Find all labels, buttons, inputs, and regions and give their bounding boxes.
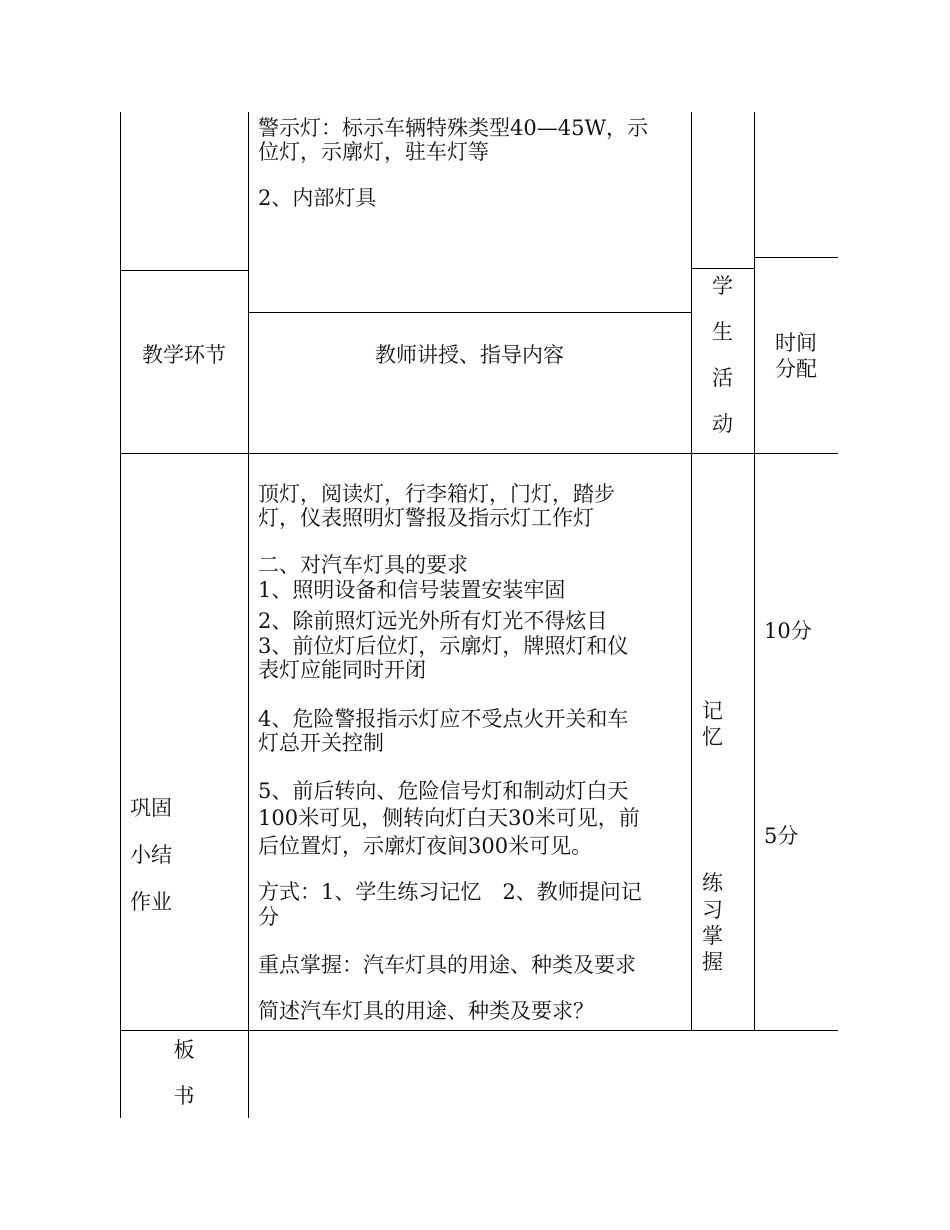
grid-line-v3 xyxy=(691,112,692,1031)
header-student-activity-char-3: 活 xyxy=(712,366,733,390)
content-line: 灯，仪表照明灯警报及指示灯工作灯 xyxy=(258,506,594,530)
content-line: 方式：1、学生练习记忆 2、教师提问记 xyxy=(258,880,642,904)
grid-line-h-col2-header-top xyxy=(248,312,692,313)
content-line: 分 xyxy=(258,905,279,929)
header-teacher-content: 教师讲授、指导内容 xyxy=(375,343,564,367)
grid-line-h-main-bottom xyxy=(120,1030,838,1031)
time-allocation-1: 10分 xyxy=(764,619,812,643)
grid-line-h-col4-header-top xyxy=(754,257,838,258)
content-line: 4、危险警报指示灯应不受点火开关和车 xyxy=(258,707,629,731)
header-teaching-stage: 教学环节 xyxy=(142,343,226,367)
content-line: 后位置灯，示廓灯夜间300米可见。 xyxy=(258,834,593,858)
student-activity-practice-char-1: 练 xyxy=(702,871,723,895)
content-line: 二、对汽车灯具的要求 xyxy=(258,553,468,577)
content-line: 顶灯，阅读灯，行李箱灯，门灯，踏步 xyxy=(258,482,615,506)
top-cell-line-3: 2、内部灯具 xyxy=(258,186,377,210)
content-line: 重点掌握：汽车灯具的用途、种类及要求 xyxy=(258,953,636,977)
student-activity-practice-char-2: 习 xyxy=(702,898,723,922)
student-activity-memorize-char-2: 忆 xyxy=(702,725,723,749)
student-activity-practice-char-4: 握 xyxy=(702,950,723,974)
grid-line-h-col1-header-top xyxy=(120,270,249,271)
top-cell-line-1: 警示灯：标示车辆特殊类型40—45W，示 xyxy=(258,116,649,140)
board-label-char-2: 书 xyxy=(173,1084,195,1108)
section-label-homework: 作业 xyxy=(130,890,172,914)
header-student-activity-char-2: 生 xyxy=(712,320,733,344)
content-line: 5、前后转向、危险信号灯和制动灯白天 xyxy=(258,779,629,803)
header-time-allocation-line-1: 时间 xyxy=(775,331,817,355)
time-allocation-2: 5分 xyxy=(764,824,799,848)
header-student-activity-char-1: 学 xyxy=(712,274,733,298)
board-label-char-1: 板 xyxy=(173,1038,195,1062)
header-student-activity-char-4: 动 xyxy=(712,412,733,436)
content-line: 2、除前照灯远光外所有灯光不得炫目 xyxy=(258,609,608,633)
content-line: 灯总开关控制 xyxy=(258,731,384,755)
section-label-summary: 小结 xyxy=(130,843,172,867)
header-time-allocation-line-2: 分配 xyxy=(775,357,817,381)
grid-line-h-col3-header-top xyxy=(691,268,755,269)
grid-line-v2 xyxy=(248,112,249,1118)
content-line: 3、前位灯后位灯，示廓灯，牌照灯和仪 xyxy=(258,634,629,658)
section-label-consolidate: 巩固 xyxy=(130,796,172,820)
content-line: 简述汽车灯具的用途、种类及要求？ xyxy=(258,999,594,1023)
grid-line-v1 xyxy=(120,112,121,1118)
grid-line-v4 xyxy=(754,112,755,1031)
grid-line-h-header-bottom xyxy=(120,453,838,454)
student-activity-memorize-char-1: 记 xyxy=(702,699,723,723)
content-line: 表灯应能同时开闭 xyxy=(258,658,426,682)
content-line: 1、照明设备和信号装置安装牢固 xyxy=(258,578,566,602)
student-activity-practice-char-3: 掌 xyxy=(702,924,723,948)
top-cell-line-2: 位灯，示廓灯，驻车灯等 xyxy=(258,140,489,164)
content-line: 100米可见，侧转向灯白天30米可见，前 xyxy=(258,806,640,830)
